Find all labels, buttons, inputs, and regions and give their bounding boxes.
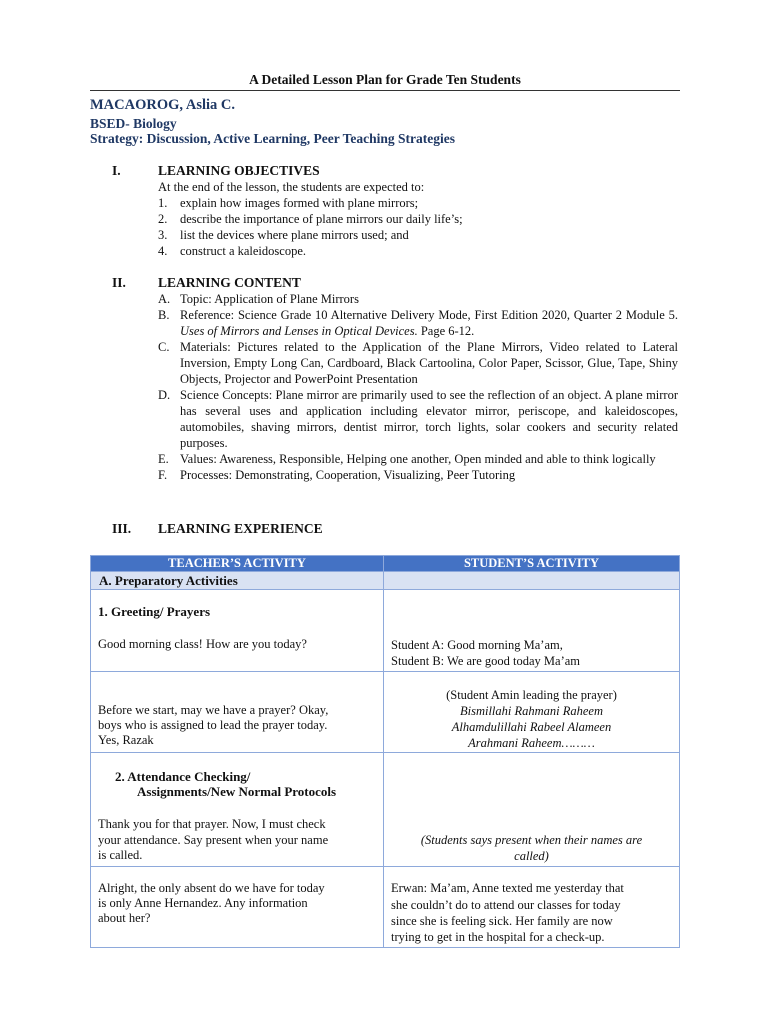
- table-row: [91, 672, 680, 753]
- list-item: F. Processes: Demonstrating, Cooperation, Visualizing, Peer Tutoring: [158, 468, 516, 482]
- prayer-teacher-cell: Before we start, may we have a prayer? Okay, boys who is assigned to lead the prayer today. Yes, Razak: [98, 703, 329, 747]
- document-title: A Detailed Lesson Plan for Grade Ten Students: [249, 72, 521, 87]
- activity-table: [90, 555, 680, 948]
- attendance-heading-2: Assignments/New Normal Protocols: [137, 784, 337, 799]
- greeting-student-a: Student A: Good morning Ma’am,: [391, 638, 563, 652]
- list-item: D. Science Concepts: Plane mirror are primarily used to see the reflection of an object. A plane mirror has several uses and application including elevator mirror, periscope, and kaleidoscopes, automobiles, shaving mirrors, dentist mirror, torch lights, solar cookers and security related purposes.: [158, 388, 678, 450]
- list-item: 3. list the devices where plane mirrors used; and: [158, 228, 409, 242]
- absent-teacher-cell: Alright, the only absent do we have for today is only Anne Hernandez. Any information about her?: [98, 881, 325, 925]
- objectives-heading: LEARNING OBJECTIVES: [158, 163, 320, 178]
- table-header-row: [91, 556, 680, 572]
- strategy-line: Strategy: Discussion, Active Learning, Peer Teaching Strategies: [90, 131, 455, 146]
- attendance-teacher-cell: 2. Attendance Checking/ Assignments/New Normal Protocols Thank you for that prayer. Now, I must check your attendance. Say present when your name is called.: [91, 753, 383, 866]
- list-item: E. Values: Awareness, Responsible, Helping one another, Open minded and able to think logically: [158, 452, 656, 466]
- objectives-list: [158, 195, 678, 259]
- prayer-student-cell: (Student Amin leading the prayer) Bismillahi Rahmani Raheem Alhamdulillahi Rabeel Alameen Arahmani Raheem………: [446, 688, 617, 750]
- objectives-intro: At the end of the lesson, the students are expected to:: [158, 180, 425, 194]
- author-name: MACAOROG, Aslia C.: [90, 97, 235, 113]
- content-heading: LEARNING CONTENT: [158, 275, 301, 290]
- greeting-student-cell: [384, 590, 679, 671]
- list-item: C. Materials: Pictures related to the Application of the Plane Mirrors, Video related to Lateral Inversion, Empty Long Can, Cardboard, Black Cartoolina, Color Paper, Scissor, Glue, Tape, Shiny Objects, Projector and PowerPoint Presentation: [158, 340, 678, 386]
- title-divider: [90, 90, 680, 91]
- table-row: [91, 572, 680, 590]
- absent-student-cell: Erwan: Ma’am, Anne texted me yesterday that she couldn’t do to attend our classes for today since she is feeling sick. Her family are now trying to get in the hospital for a check-up.: [391, 881, 624, 944]
- table-row: [91, 590, 680, 672]
- content-number: II.: [112, 275, 126, 290]
- experience-heading: LEARNING EXPERIENCE: [158, 521, 323, 536]
- greeting-student-b: Student B: We are good today Ma’am: [391, 654, 581, 668]
- content-list: [158, 291, 678, 483]
- teacher-activity-header: TEACHER’S ACTIVITY: [91, 556, 384, 572]
- list-item: 2. describe the importance of plane mirrors our daily life’s;: [158, 212, 463, 226]
- greeting-teacher-text: Good morning class! How are you today?: [98, 637, 307, 651]
- table-row: [91, 753, 680, 867]
- attendance-student-cell: (Students says present when their names are called): [420, 833, 643, 863]
- attendance-heading-1: 2. Attendance Checking/: [115, 769, 251, 784]
- student-activity-header: STUDENT’S ACTIVITY: [384, 556, 680, 572]
- list-item: 1. explain how images formed with plane mirrors;: [158, 196, 419, 210]
- list-item: 4. construct a kaleidoscope.: [158, 244, 306, 258]
- objectives-number: I.: [112, 163, 121, 178]
- list-item: B. Reference: Science Grade 10 Alternative Delivery Mode, First Edition 2020, Quarter 2 Module 5. Uses of Mirrors and Lenses in Optical Devices. Page 6-12.: [158, 308, 678, 338]
- preparatory-activities-label: A. Preparatory Activities: [91, 572, 384, 590]
- table-row: [91, 867, 680, 948]
- experience-number: III.: [112, 521, 132, 536]
- preparatory-activities-blank: [384, 572, 680, 590]
- course-name: BSED- Biology: [90, 116, 177, 131]
- greeting-heading: 1. Greeting/ Prayers: [98, 604, 211, 619]
- greeting-teacher-cell: [91, 590, 383, 671]
- list-item: A. Topic: Application of Plane Mirrors: [158, 292, 359, 306]
